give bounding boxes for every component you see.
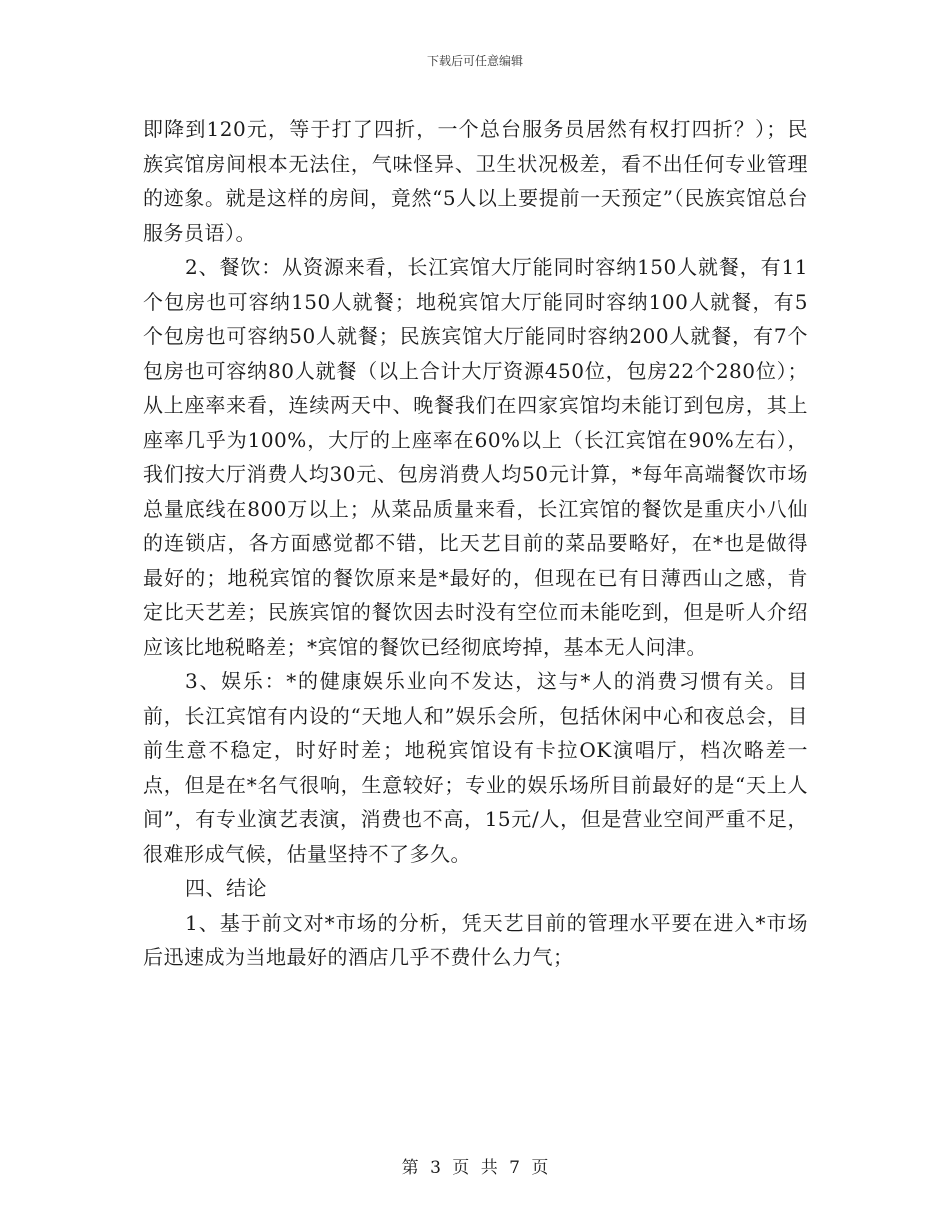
paragraph-entertainment: 3、娱乐：*的健康娱乐业向不发达，这与*人的消费习惯有关。目前，长江宾馆有内设的“天地人和”娱乐会所，包括休闲中心和夜总会，目前生意不稳定，时好时差；地税宾馆设有卡拉OK演唱厅，档次略差一点，但是在*名气很响，生意较好；专业的娱乐场所目前最好的是“天上人间”，有专业演艺表演，消费也不高，15元/人，但是营业空间严重不足，很难形成气候，估量坚持不了多久。 xyxy=(143,669,808,866)
paragraph-rooms-continued: 即降到120元，等于打了四折，一个总台服务员居然有权打四折？）；民族宾馆房间根本无法住，气味怪异、卫生状况极差，看不出任何专业管理的迹象。就是这样的房间，竟然“5人以上要提前一天预定”（民族宾馆总台服务员语）。 xyxy=(143,117,808,245)
section-heading-conclusion: 四、结论 xyxy=(185,876,267,900)
paragraph-conclusion-1: 1、基于前文对*市场的分析，凭天艺目前的管理水平要在进入*市场后迅速成为当地最好的酒店几乎不费什么力气； xyxy=(143,910,808,969)
document-body xyxy=(143,112,808,975)
page-footer: 第 3 页 共 7 页 xyxy=(401,1158,549,1178)
paragraph-catering: 2、餐饮：从资源来看，长江宾馆大厅能同时容纳150人就餐，有11个包房也可容纳150人就餐；地税宾馆大厅能同时容纳100人就餐，有5个包房也可容纳50人就餐；民族宾馆大厅能同时容纳200人就餐，有7个包房也可容纳80人就餐（以上合计大厅资源450位，包房22个280位）；从上座率来看，连续两天中、晚餐我们在四家宾馆均未能订到包房，其上座率几乎为100%，大厅的上座率在60%以上（长江宾馆在90%左右），我们按大厅消费人均30元、包房消费人均50元计算，*每年高端餐饮市场总量底线在800万以上；从菜品质量来看，长江宾馆的餐饮是重庆小八仙的连锁店，各方面感觉都不错，比天艺目前的菜品要略好，在*也是做得最好的；地税宾馆的餐饮原来是*最好的，但现在已有日薄西山之感，肯定比天艺差；民族宾馆的餐饮因去时没有空位而未能吃到，但是听人介绍应该比地税略差；*宾馆的餐饮已经彻底垮掉，基本无人问津。 xyxy=(143,255,808,659)
page-header: 下载后可任意编辑 xyxy=(426,54,523,68)
